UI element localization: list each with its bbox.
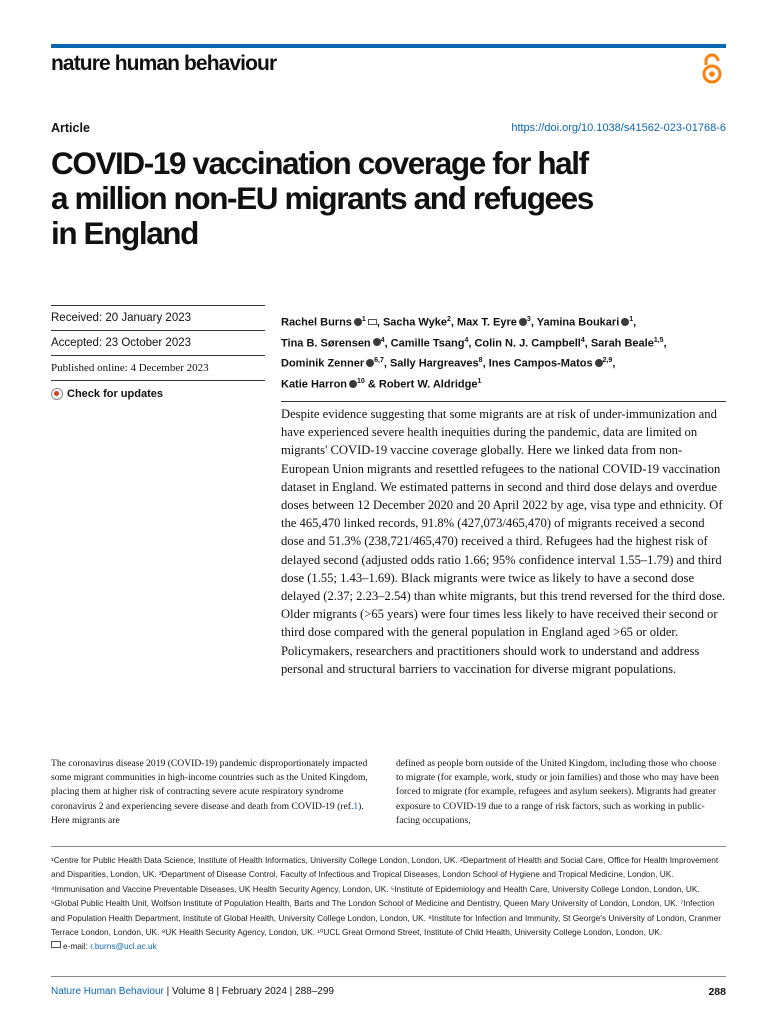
affiliation-sup: 4 — [380, 336, 385, 344]
affiliation-sup: 8 — [478, 357, 483, 365]
check-for-updates-icon — [51, 388, 63, 400]
author-name[interactable]: Dominik Zenner — [281, 357, 365, 370]
email-label: e-mail: — [63, 941, 91, 952]
reference-link[interactable]: 1 — [353, 800, 359, 812]
meta-divider — [51, 305, 265, 306]
meta-divider — [51, 355, 265, 356]
author-name[interactable]: , Sacha Wyke — [376, 316, 447, 329]
author-name[interactable]: , Camille Tsang — [384, 337, 465, 350]
article-title — [51, 146, 691, 251]
journal-name: nature human behaviour — [51, 52, 277, 75]
separator: , — [663, 337, 667, 350]
author-name[interactable]: , Sally Hargreaves — [383, 357, 479, 370]
envelope-icon[interactable] — [368, 319, 377, 325]
author-name[interactable]: Katie Harron — [281, 378, 348, 391]
affiliation-sup: 6,7 — [374, 357, 384, 365]
affiliations — [51, 853, 726, 954]
footer-divider — [51, 976, 726, 977]
affiliation-sup: 1 — [629, 316, 634, 323]
open-access-icon[interactable] — [699, 52, 725, 86]
footnote-divider — [51, 846, 726, 847]
separator: , — [612, 357, 616, 370]
affiliation-sup: 2,9 — [602, 357, 613, 365]
body-column-right: defined as people born outside of the United Kingdom, including those who choose to migrate (for example, work, study or join families) and those who may have been forced to migrate (for example, refugees and asylum seekers). Migrants had greater exposure to COVID-19 due to a range of risk factors, such as working in public-facing occupations, — [396, 758, 719, 826]
author-line — [281, 311, 726, 332]
author-name[interactable]: , Colin N. J. Campbell — [468, 337, 581, 350]
email-link[interactable]: r.burns@ucl.ac.uk — [90, 941, 157, 952]
accepted-date: Accepted: 23 October 2023 — [51, 337, 192, 349]
body-text: ). Here migrants are — [51, 800, 364, 826]
title-line: in England — [51, 215, 198, 251]
doi-link[interactable]: https://doi.org/10.1038/s41562-023-01768-6 — [511, 122, 726, 134]
affiliation-sup: 1,5 — [653, 336, 664, 344]
orcid-icon[interactable] — [354, 318, 362, 326]
author-list — [281, 311, 726, 394]
author-name[interactable]: , Ines Campos-Matos — [482, 357, 593, 370]
orcid-icon[interactable] — [366, 359, 374, 367]
author-name[interactable]: Rachel Burns — [281, 316, 352, 329]
header-rule — [51, 44, 726, 48]
affiliation-sup: 10 — [357, 377, 365, 385]
separator: , — [633, 316, 637, 329]
article-type: Article — [51, 121, 90, 135]
author-name[interactable]: Tina B. Sørensen — [281, 337, 371, 350]
check-for-updates-button[interactable] — [51, 388, 163, 400]
author-name[interactable]: & Robert W. Aldridge — [364, 378, 478, 391]
affiliation-sup: 4 — [464, 336, 469, 344]
author-name[interactable]: , Yamina Boukari — [530, 316, 620, 329]
email-line — [51, 939, 726, 953]
page-number: 288 — [708, 986, 726, 998]
orcid-icon[interactable] — [373, 338, 381, 346]
author-line — [281, 352, 726, 373]
abstract-divider — [281, 401, 726, 402]
affiliation-sup: 1 — [477, 377, 482, 385]
footer-volume: | Volume 8 | February 2024 | 288–299 — [163, 986, 334, 997]
orcid-icon[interactable] — [349, 380, 357, 388]
published-date: Published online: 4 December 2023 — [51, 362, 209, 374]
affiliation-sup: 3 — [526, 316, 531, 323]
abstract: Despite evidence suggesting that some migrants are at risk of under-immunization and have experienced severe health inequities during the pandemic, data are limited on migrants' COVID-19 vaccine coverage globally. Here we linked data from non-European Union migrants and resettled refugees to the national COVID-19 vaccination dataset in England. We estimated patterns in second and third dose delays and overdue doses between 12 December 2020 and 20 April 2022 by age, visa type and ethnicity. Of the 465,470 linked records, 91.8% (427,073/465,470) of migrants received a second dose and 51.3% (238,721/465,470) received a third. Refugees had the highest risk of delayed second (adjusted odds ratio 1.66; 95% confidence interval 1.55–1.79) and third dose (1.55; 1.43–1.69). Black migrants were twice as likely to have a second dose delayed (2.37; 2.23–2.54) than white migrants, but this trend reversed for the third dose. Older migrants (>65 years) were four times less likely to have received their second or third dose compared with the general population in England aged >65 or older. Policymakers, researchers and practitioners should work to understand and address personal and structural barriers to vaccination for diverse migrant populations. — [281, 407, 726, 676]
author-name[interactable]: , Max T. Eyre — [450, 316, 517, 329]
envelope-icon — [51, 941, 61, 948]
body-text: The coronavirus disease 2019 (COVID-19) pandemic disproportionately impacted some migrant communities in high-income countries such as the United Kingdom, placing them at higher risk of contracting severe acute respiratory syndrome coronavirus 2 and experiencing severe disease and death from COVID-19 (ref. — [51, 758, 368, 812]
footer-citation — [51, 986, 334, 997]
affiliation-sup: 2 — [446, 316, 451, 323]
author-line — [281, 332, 726, 353]
orcid-icon[interactable] — [595, 359, 603, 367]
orcid-icon[interactable] — [519, 318, 527, 326]
title-line: COVID-19 vaccination coverage for half — [51, 145, 588, 181]
affiliation-sup: 4 — [580, 336, 585, 344]
title-line: a million non-EU migrants and refugees — [51, 180, 593, 216]
footer-journal-link[interactable]: Nature Human Behaviour — [51, 986, 164, 997]
author-line — [281, 373, 726, 394]
check-for-updates-label: Check for updates — [67, 388, 163, 400]
received-date: Received: 20 January 2023 — [51, 312, 192, 324]
affiliation-sup: 1 — [361, 316, 366, 323]
meta-divider — [51, 380, 265, 381]
author-name[interactable]: , Sarah Beale — [584, 337, 654, 350]
meta-divider — [51, 330, 265, 331]
body-column-left — [51, 757, 381, 828]
affiliation-text: ¹Centre for Public Health Data Science, Institute of Health Informatics, University College London, London, UK. ²Department of Health and Social Care, Office for Health Improvement and Disparities, London, UK. ³Department of Disease Control, Faculty of Infectious and Tropical Diseases, London School of Hygiene and Tropical Medicine, London, UK. ⁴Immunisation and Vaccine Preventable Diseases, UK Health Security Agency, London, UK. ⁵Institute of Epidemiology and Health Care, University College London, London, UK. ⁶Global Public Health Unit, Wolfson Institute of Population Health, Barts and The London School of Medicine and Dentistry, Queen Mary University of London, London, UK. ⁷Infection and Population Health Department, Institute of Global Health, University College London, London, UK. ⁸Institute for Infection and Immunity, St George's University of London, Cranmer Terrace London, London, UK. ⁹UK Health Security Agency, London, UK. ¹⁰UCL Great Ormond Street, Institute of Child Health, University College London, London, UK. — [51, 855, 721, 938]
